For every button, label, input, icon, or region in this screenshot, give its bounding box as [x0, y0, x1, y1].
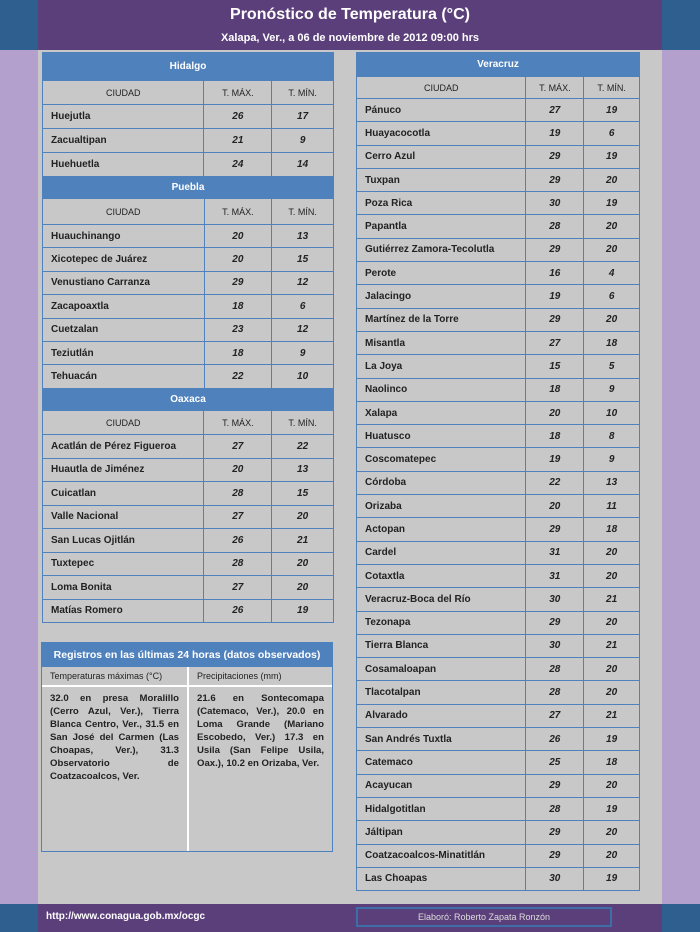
- max-temp-cell: 20: [204, 248, 272, 271]
- table-row: [43, 318, 334, 341]
- min-temp-cell: 20: [584, 541, 640, 564]
- min-temp-cell: 18: [584, 331, 640, 354]
- table-row: [357, 495, 640, 518]
- city-cell: Cardel: [357, 541, 526, 564]
- max-temp-cell: 26: [204, 529, 272, 553]
- table-row: [43, 295, 334, 318]
- table-row: [357, 774, 640, 797]
- col-header-city: CIUDAD: [357, 77, 526, 99]
- max-temp-cell: 30: [526, 192, 584, 215]
- city-cell: Tuxpan: [357, 168, 526, 191]
- table-row: [357, 797, 640, 820]
- city-cell: Huatusco: [357, 425, 526, 448]
- min-temp-cell: 10: [584, 401, 640, 424]
- col-header-min: T. MÍN.: [272, 81, 334, 105]
- min-temp-cell: 21: [272, 529, 334, 553]
- table-row: [43, 435, 334, 459]
- max-temp-cell: 29: [526, 238, 584, 261]
- max-temp-cell: 26: [526, 728, 584, 751]
- city-cell: Misantla: [357, 331, 526, 354]
- table-row: [357, 704, 640, 727]
- footer-url-link[interactable]: http://www.conagua.gob.mx/ocgc: [46, 911, 206, 922]
- col-header-min: T. MÍN.: [272, 199, 334, 225]
- max-temp-cell: 16: [526, 262, 584, 285]
- city-cell: Zacualtipan: [43, 129, 204, 153]
- col-header-city: CIUDAD: [43, 411, 204, 435]
- min-temp-cell: 13: [584, 471, 640, 494]
- max-temp-cell: 30: [526, 588, 584, 611]
- min-temp-cell: 21: [584, 634, 640, 657]
- max-temp-cell: 26: [204, 599, 272, 623]
- max-temperatures-column: [42, 667, 187, 851]
- min-temp-cell: 22: [272, 435, 334, 459]
- city-cell: Huejutla: [43, 105, 204, 129]
- table-row: [357, 844, 640, 867]
- table-row: [357, 308, 640, 331]
- col-header-max: T. MÁX.: [204, 411, 272, 435]
- city-cell: Actopan: [357, 518, 526, 541]
- table-row: [357, 564, 640, 587]
- city-cell: Coatzacoalcos-Minatitlán: [357, 844, 526, 867]
- city-cell: Teziutlán: [43, 341, 205, 364]
- min-temp-cell: 4: [584, 262, 640, 285]
- table-row: [357, 215, 640, 238]
- city-cell: Orizaba: [357, 495, 526, 518]
- table-row: [43, 458, 334, 482]
- table-row: [357, 681, 640, 704]
- min-temp-cell: 12: [272, 318, 334, 341]
- city-cell: La Joya: [357, 355, 526, 378]
- min-temp-cell: 18: [584, 518, 640, 541]
- table-row: [357, 425, 640, 448]
- min-temp-cell: 18: [584, 751, 640, 774]
- table-row: [357, 541, 640, 564]
- max-temp-cell: 25: [526, 751, 584, 774]
- max-temp-cell: 27: [204, 435, 272, 459]
- col-header-min: T. MÍN.: [584, 77, 640, 99]
- city-cell: Jalacingo: [357, 285, 526, 308]
- min-temp-cell: 19: [584, 797, 640, 820]
- state-header-veracruz: Veracruz: [357, 53, 640, 77]
- city-cell: Hidalgotitlan: [357, 797, 526, 820]
- min-temp-cell: 15: [272, 482, 334, 506]
- city-cell: Veracruz-Boca del Río: [357, 588, 526, 611]
- table-row: [357, 867, 640, 890]
- min-temp-cell: 19: [584, 192, 640, 215]
- table-row: [357, 588, 640, 611]
- max-temp-cell: 29: [526, 518, 584, 541]
- table-row: [357, 471, 640, 494]
- min-temp-cell: 9: [272, 129, 334, 153]
- min-temp-cell: 20: [584, 774, 640, 797]
- table-row: [357, 751, 640, 774]
- city-cell: Valle Nacional: [43, 505, 204, 529]
- min-temp-cell: 8: [584, 425, 640, 448]
- max-temp-cell: 19: [526, 122, 584, 145]
- table-row: [43, 105, 334, 129]
- max-temp-cell: 29: [526, 821, 584, 844]
- max-temp-cell: 31: [526, 541, 584, 564]
- table-row: [357, 728, 640, 751]
- min-temp-cell: 19: [584, 145, 640, 168]
- table-row: [43, 529, 334, 553]
- max-temp-cell: 24: [204, 153, 272, 177]
- city-cell: Cuetzalan: [43, 318, 205, 341]
- max-temp-cell: 18: [204, 341, 272, 364]
- table-hidalgo: [42, 52, 334, 177]
- min-temp-cell: 19: [584, 728, 640, 751]
- table-row: [357, 262, 640, 285]
- max-temp-cell: 29: [526, 145, 584, 168]
- city-cell: Cosamaloapan: [357, 658, 526, 681]
- table-row: [43, 576, 334, 600]
- min-temp-cell: 12: [272, 271, 334, 294]
- min-temp-cell: 19: [272, 599, 334, 623]
- table-row: [43, 482, 334, 506]
- table-row: [43, 552, 334, 576]
- table-row: [357, 448, 640, 471]
- max-temp-cell: 20: [526, 401, 584, 424]
- max-temp-cell: 27: [526, 331, 584, 354]
- max-temp-cell: 29: [204, 271, 272, 294]
- city-cell: Papantla: [357, 215, 526, 238]
- max-temp-cell: 30: [526, 867, 584, 890]
- min-temp-cell: 20: [584, 564, 640, 587]
- max-temp-cell: 28: [204, 482, 272, 506]
- city-cell: Pánuco: [357, 99, 526, 122]
- city-cell: Huehuetla: [43, 153, 204, 177]
- table-row: [357, 658, 640, 681]
- table-row: [357, 192, 640, 215]
- page-title: Pronóstico de Temperatura (°C): [230, 6, 470, 23]
- min-temp-cell: 5: [584, 355, 640, 378]
- min-temp-cell: 9: [272, 341, 334, 364]
- min-temp-cell: 6: [272, 295, 334, 318]
- min-temp-cell: 6: [584, 285, 640, 308]
- city-cell: Tehuacán: [43, 365, 205, 388]
- city-cell: Tierra Blanca: [357, 634, 526, 657]
- city-cell: Tezonapa: [357, 611, 526, 634]
- table-row: [43, 341, 334, 364]
- city-cell: Córdoba: [357, 471, 526, 494]
- max-temp-cell: 23: [204, 318, 272, 341]
- min-temp-cell: 9: [584, 378, 640, 401]
- min-temp-cell: 13: [272, 225, 334, 248]
- min-temp-cell: 19: [584, 99, 640, 122]
- max-temp-cell: 29: [526, 844, 584, 867]
- max-temp-cell: 28: [526, 215, 584, 238]
- min-temp-cell: 13: [272, 458, 334, 482]
- city-cell: San Lucas Ojitlán: [43, 529, 204, 553]
- max-temp-cell: 31: [526, 564, 584, 587]
- table-row: [357, 821, 640, 844]
- city-cell: San Andrés Tuxtla: [357, 728, 526, 751]
- max-temp-cell: 21: [204, 129, 272, 153]
- min-temp-cell: 20: [584, 168, 640, 191]
- table-oaxaca: [42, 388, 334, 623]
- col-header-max: T. MÁX.: [526, 77, 584, 99]
- min-temp-cell: 17: [272, 105, 334, 129]
- table-row: [43, 129, 334, 153]
- city-cell: Loma Bonita: [43, 576, 204, 600]
- state-header-puebla: Puebla: [43, 177, 334, 199]
- city-cell: Matías Romero: [43, 599, 204, 623]
- table-row: [357, 355, 640, 378]
- max-temp-cell: 28: [526, 658, 584, 681]
- min-temp-cell: 20: [584, 611, 640, 634]
- state-header-hidalgo: Hidalgo: [43, 53, 334, 81]
- city-cell: Cotaxtla: [357, 564, 526, 587]
- min-temp-cell: 6: [584, 122, 640, 145]
- min-temp-cell: 20: [272, 552, 334, 576]
- max-temp-cell: 22: [526, 471, 584, 494]
- city-cell: Zacapoaxtla: [43, 295, 205, 318]
- min-temp-cell: 20: [584, 215, 640, 238]
- table-row: [357, 238, 640, 261]
- min-temp-cell: 21: [584, 588, 640, 611]
- state-header-oaxaca: Oaxaca: [43, 389, 334, 411]
- city-cell: Catemaco: [357, 751, 526, 774]
- min-temp-cell: 20: [584, 681, 640, 704]
- city-cell: Martínez de la Torre: [357, 308, 526, 331]
- city-cell: Perote: [357, 262, 526, 285]
- city-cell: Venustiano Carranza: [43, 271, 205, 294]
- max-temp-cell: 27: [204, 576, 272, 600]
- city-cell: Las Choapas: [357, 867, 526, 890]
- table-row: [357, 634, 640, 657]
- city-cell: Xalapa: [357, 401, 526, 424]
- precipitation-column: [187, 667, 332, 851]
- table-veracruz: [356, 52, 640, 891]
- table-row: [43, 365, 334, 388]
- observed-records-box: [41, 642, 333, 852]
- col-header-max: T. MÁX.: [204, 199, 272, 225]
- table-row: [357, 401, 640, 424]
- table-row: [357, 611, 640, 634]
- col-header-city: CIUDAD: [43, 199, 205, 225]
- city-cell: Acatlán de Pérez Figueroa: [43, 435, 204, 459]
- precipitation-text: 21.6 en Sontecomapa (Catemaco, Ver.), 20.0 en Loma Grande (Mariano Escobedo, Ver.) 17.3 en Usila (San Felipe Usila, Oax.), 10.2 en Orizaba, Ver.: [197, 693, 324, 769]
- table-row: [357, 145, 640, 168]
- max-temp-cell: 18: [526, 378, 584, 401]
- max-temp-cell: 19: [526, 285, 584, 308]
- table-row: [357, 99, 640, 122]
- precipitation-header: Precipitaciones (mm): [189, 667, 332, 687]
- table-row: [43, 153, 334, 177]
- min-temp-cell: 21: [584, 704, 640, 727]
- max-temp-cell: 20: [204, 225, 272, 248]
- max-temp-cell: 20: [526, 495, 584, 518]
- min-temp-cell: 20: [584, 238, 640, 261]
- city-cell: Naolinco: [357, 378, 526, 401]
- city-cell: Alvarado: [357, 704, 526, 727]
- table-row: [357, 518, 640, 541]
- max-temp-cell: 29: [526, 168, 584, 191]
- table-puebla: [42, 176, 334, 389]
- city-cell: Jáltipan: [357, 821, 526, 844]
- min-temp-cell: 10: [272, 365, 334, 388]
- city-cell: Huayacocotla: [357, 122, 526, 145]
- min-temp-cell: 20: [272, 505, 334, 529]
- table-row: [43, 248, 334, 271]
- city-cell: Gutiérrez Zamora-Tecolutla: [357, 238, 526, 261]
- max-temp-cell: 22: [204, 365, 272, 388]
- min-temp-cell: 20: [272, 576, 334, 600]
- max-temperatures-header: Temperaturas máximas (°C): [42, 667, 187, 687]
- table-row: [357, 331, 640, 354]
- city-cell: Coscomatepec: [357, 448, 526, 471]
- table-row: [357, 285, 640, 308]
- city-cell: Acayucan: [357, 774, 526, 797]
- table-row: [357, 378, 640, 401]
- city-cell: Huautla de Jiménez: [43, 458, 204, 482]
- max-temp-cell: 15: [526, 355, 584, 378]
- max-temp-cell: 28: [526, 681, 584, 704]
- footer-credit: Elaboró: Roberto Zapata Ronzón: [356, 907, 612, 927]
- min-temp-cell: 19: [584, 867, 640, 890]
- city-cell: Tlacotalpan: [357, 681, 526, 704]
- max-temperatures-text: 32.0 en presa Moralillo (Cerro Azul, Ver.), Tierra Blanca Centro, Ver., 31.5 en San José del Carmen (Las Choapas, Ver.), 31.3 Observatorio de Coatzacoalcos, Ver.: [50, 693, 179, 782]
- city-cell: Cuicatlan: [43, 482, 204, 506]
- max-temp-cell: 28: [204, 552, 272, 576]
- city-cell: Xicotepec de Juárez: [43, 248, 205, 271]
- max-temp-cell: 30: [526, 634, 584, 657]
- observed-records-title: Registros en las últimas 24 horas (datos observados): [42, 643, 332, 667]
- city-cell: Tuxtepec: [43, 552, 204, 576]
- col-header-min: T. MÍN.: [272, 411, 334, 435]
- table-row: [357, 122, 640, 145]
- max-temp-cell: 18: [526, 425, 584, 448]
- max-temp-cell: 20: [204, 458, 272, 482]
- max-temp-cell: 29: [526, 611, 584, 634]
- table-row: [43, 225, 334, 248]
- city-cell: Poza Rica: [357, 192, 526, 215]
- table-row: [43, 271, 334, 294]
- max-temp-cell: 18: [204, 295, 272, 318]
- city-cell: Cerro Azul: [357, 145, 526, 168]
- max-temp-cell: 29: [526, 308, 584, 331]
- min-temp-cell: 15: [272, 248, 334, 271]
- max-temp-cell: 27: [526, 99, 584, 122]
- max-temp-cell: 19: [526, 448, 584, 471]
- min-temp-cell: 20: [584, 844, 640, 867]
- min-temp-cell: 11: [584, 495, 640, 518]
- min-temp-cell: 9: [584, 448, 640, 471]
- max-temp-cell: 27: [204, 505, 272, 529]
- min-temp-cell: 14: [272, 153, 334, 177]
- min-temp-cell: 20: [584, 658, 640, 681]
- table-row: [43, 599, 334, 623]
- max-temp-cell: 27: [526, 704, 584, 727]
- table-row: [357, 168, 640, 191]
- city-cell: Huauchinango: [43, 225, 205, 248]
- max-temp-cell: 26: [204, 105, 272, 129]
- max-temp-cell: 28: [526, 797, 584, 820]
- footer-corner-right: [662, 904, 700, 932]
- table-row: [43, 505, 334, 529]
- min-temp-cell: 20: [584, 821, 640, 844]
- max-temp-cell: 29: [526, 774, 584, 797]
- min-temp-cell: 20: [584, 308, 640, 331]
- col-header-city: CIUDAD: [43, 81, 204, 105]
- page-subtitle: Xalapa, Ver., a 06 de noviembre de 2012 09:00 hrs: [220, 32, 480, 44]
- col-header-max: T. MÁX.: [204, 81, 272, 105]
- footer-corner-left: [0, 904, 38, 932]
